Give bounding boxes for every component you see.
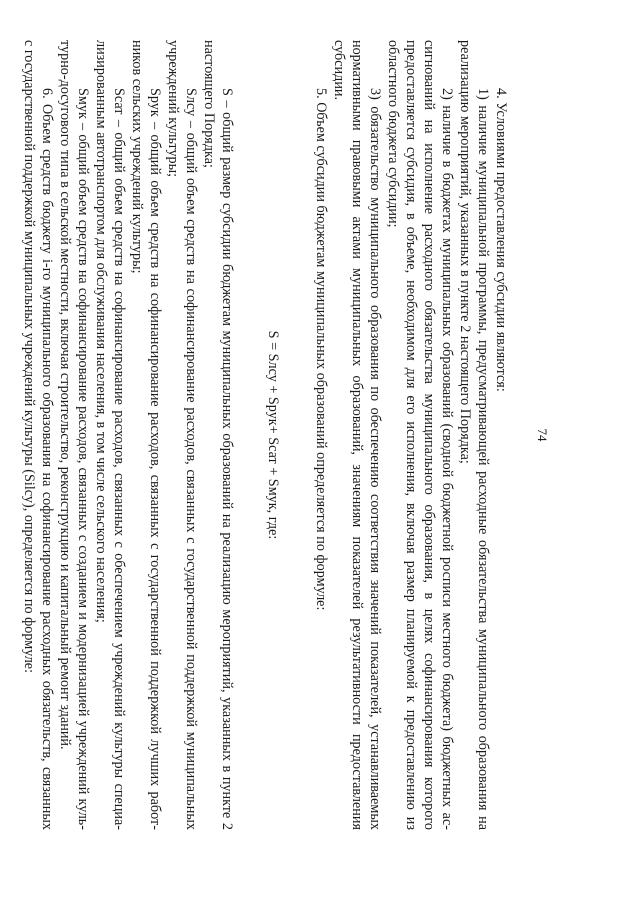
condition-2-line-1: 2) наличие в бюджетах муниципальных образований (сводной бюджетной росписи местного бюджета) бюджетных ас-	[439, 88, 455, 830]
rotated-document	[21, 40, 550, 830]
condition-1-line-2: реализацию мероприятий, указанных в пункте 2 настоящего Порядка;	[457, 40, 473, 464]
condition-2-line-2: сигнований на исполнение расходного обязательства муниципального образования, в целях софинансирования которого	[421, 40, 437, 830]
definition-smuk-line-1: Sмук – общий объем средств на софинансирование расходов, связанных с созданием и модернизацией учреждений куль-	[75, 88, 91, 830]
condition-3-line-2: нормативными правовыми актами муниципальных образований, значениям показателей результативности предоставления	[349, 40, 365, 830]
definition-s-line-1: S – общий размер субсидии бюджетам муниципальных образований на реализацию мероприятий, указанных в пункте 2	[219, 88, 235, 830]
document-body	[0, 40, 510, 830]
condition-1-line-1: 1) наличие муниципальной программы, предусматривающей расходные обязательства муниципального образования на	[475, 88, 491, 830]
definition-sruk-line-2: ников сельских учреждений культуры;	[129, 40, 145, 274]
section-5-title: 5. Объем субсидии бюджетам муниципальных образований определяется по формуле:	[313, 88, 329, 611]
condition-2-line-3: предоставляется субсидия, в объеме, необходимом для его исполнения, включая размер планируемой к предоставлению из	[403, 40, 419, 830]
condition-2-line-4: областного бюджета субсидии;	[385, 40, 401, 228]
condition-3-line-1: 3) обязательство муниципального образования по обеспечению соответствия значений показателей, устанавливаемых	[367, 88, 383, 830]
condition-3-line-3: субсидии.	[331, 40, 347, 101]
definition-ssat-line-2: лизированным автотранспортом для обслуживания населения, в том числе сельского населения;	[93, 40, 109, 623]
definition-s-line-2: настоящего Порядка;	[201, 40, 217, 168]
definition-slsu-line-2: учреждений культуры;	[165, 40, 181, 178]
formula-total-subsidy: S = Sлсу + Sрук+ Sсат + Sмук, где:	[265, 330, 281, 540]
definition-sruk-line-1: Sрук – общий объем средств на софинансирование расходов, связанных с государственной поддержкой лучших работ-	[147, 88, 163, 830]
definition-smuk-line-2: турно-досугового типа в сельской местности, включая строительство, реконструкцию и капитальный ремонт зданий.	[57, 40, 73, 750]
page-number: 74	[535, 428, 550, 442]
definition-slsu-line-1: Sлсу – общий объем средств на софинансирование расходов, связанных с государственной поддержкой муниципальных	[183, 88, 199, 830]
section-4-title: 4. Условиями предоставления субсидии являются:	[493, 88, 509, 392]
definition-ssat-line-1: Sсат – общий объем средств на софинансирование расходов, связанных с обеспечением учреждений культуры специа-	[111, 88, 127, 830]
section-6-line-2: с государственной поддержкой муниципальных учреждений культуры (Silсу), определяется по формуле:	[21, 40, 37, 674]
section-6-line-1: 6. Объем средств бюджету i-го муниципального образования на софинансирование расходных обязательств, связанных	[39, 88, 55, 830]
